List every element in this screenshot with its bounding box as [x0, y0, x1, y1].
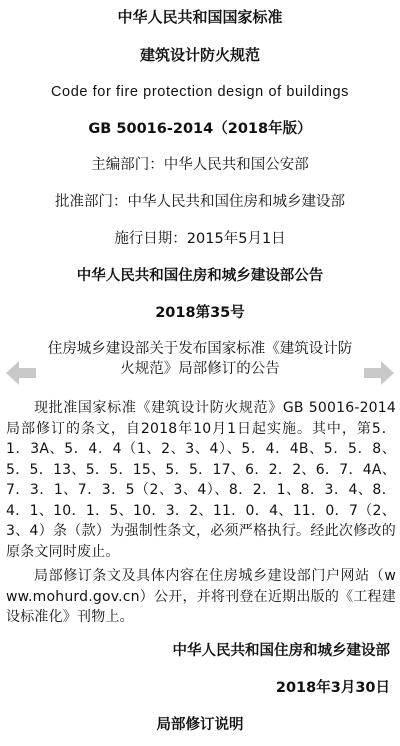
signature-date: 2018年3月30日: [275, 680, 390, 696]
notice-title: 住房城乡建设部关于发布国家标准《建筑设计防火规范》局部修订的公告: [47, 341, 353, 377]
document-title: 建筑设计防火规范: [139, 46, 260, 64]
effective-date: 施行日期：2015年5月1日: [114, 231, 286, 247]
announcement-title: 中华人民共和国住房和城乡建设部公告: [76, 268, 324, 284]
english-title: Code for fire protection design of buildings: [50, 84, 350, 100]
chevron-right-icon: [364, 361, 394, 385]
announcement-paragraph-2: 局部修订条文及具体内容在住房城乡建设部门户网站（www.mohurd.gov.cn）公开，并将刊登在近期出版的《工程建设标准化》刊物上。: [6, 568, 396, 625]
signature-organization: 中华人民共和国住房和城乡建设部: [172, 643, 390, 659]
prev-page-button[interactable]: [6, 361, 36, 385]
editor-department: 主编部门：中华人民共和国公安部: [91, 157, 309, 173]
national-standard-heading: 中华人民共和国国家标准: [117, 8, 283, 26]
next-page-button[interactable]: [364, 361, 394, 385]
chevron-left-icon: [6, 361, 36, 385]
announcement-paragraph-1: 现批准国家标准《建筑设计防火规范》GB 50016-2014局部修订的条文，自2018年10月1日起实施。其中，第5．1．3A、5．4．4（1、2、3、4）、5．4．4B、5．5．8、5．5．13、5．5．15、5．5．17、6．2．2、6．7．4A、7．3．1、7．3．5（2、3、4）、8．2．1、8．3．4、8．4．1、10．1．5、10．3．2、11．0．4、11．0．7（2、3、4）条（款）为强制性条文，必须严格执行。经此次修改的原条文同时废止。: [6, 400, 396, 560]
approver-department: 批准部门：中华人民共和国住房和城乡建设部: [55, 194, 345, 210]
section-heading-explanation: 局部修订说明: [156, 717, 244, 733]
announcement-number: 2018第35号: [155, 305, 245, 321]
standard-number: GB 50016-2014（2018年版）: [88, 121, 312, 137]
